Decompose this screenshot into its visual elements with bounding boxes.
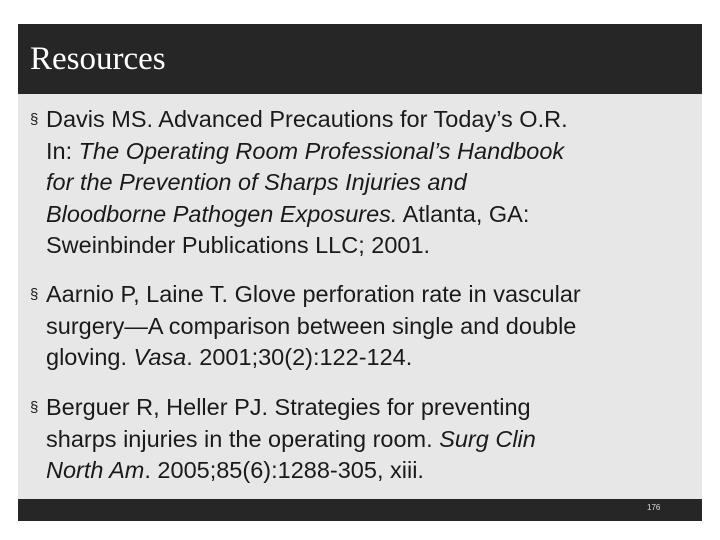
reference-item	[30, 104, 700, 262]
slide-title: Resources	[30, 41, 166, 77]
reference-line	[46, 311, 700, 343]
bullet-icon: §	[30, 399, 39, 416]
reference-item	[30, 392, 700, 487]
reference-line	[46, 392, 700, 424]
italic-text: Surg Clin	[439, 425, 536, 452]
references-panel	[18, 94, 702, 499]
text-run: Davis MS. Advanced Precautions for Today’s O.R.	[46, 106, 568, 132]
reference-item	[30, 279, 700, 374]
bullet-icon: §	[30, 111, 39, 128]
bullet-icon: §	[30, 286, 39, 303]
reference-text	[46, 279, 700, 374]
reference-line	[46, 136, 700, 168]
text-run: Aarnio P, Laine T. Glove perforation rate in vascular	[46, 281, 581, 307]
text-run: surgery—A comparison between single and double	[46, 312, 577, 339]
title-bar	[18, 24, 702, 94]
text-run: Sweinbinder Publications LLC; 2001.	[46, 232, 431, 259]
italic-text: The Operating Room Professional’s Handbook	[78, 137, 565, 164]
text-run: . 2001;30(2):122-124.	[186, 344, 413, 371]
page-number: 176	[647, 503, 661, 512]
reference-text	[46, 104, 700, 262]
text-run: . 2005;85(6):1288-305, xiii.	[144, 457, 424, 484]
reference-line	[46, 199, 700, 231]
reference-text	[46, 392, 700, 487]
footer-bar	[18, 499, 702, 521]
reference-line	[46, 279, 700, 311]
text-run: gloving.	[46, 344, 134, 371]
reference-line	[46, 455, 700, 487]
text-run: Atlanta, GA:	[397, 200, 530, 227]
italic-text: North Am	[46, 457, 145, 484]
reference-line	[46, 230, 700, 262]
italic-text: for the Prevention of Sharps Injuries and	[46, 169, 467, 196]
reference-line	[46, 342, 700, 374]
italic-text: Vasa	[133, 344, 187, 371]
text-run: Berguer R, Heller PJ. Strategies for preventing	[46, 394, 531, 420]
reference-line	[46, 424, 700, 456]
reference-line	[46, 104, 700, 136]
italic-text: Bloodborne Pathogen Exposures.	[46, 200, 398, 227]
text-run: sharps injuries in the operating room.	[46, 425, 440, 452]
text-run: In:	[46, 137, 79, 164]
reference-line	[46, 167, 700, 199]
